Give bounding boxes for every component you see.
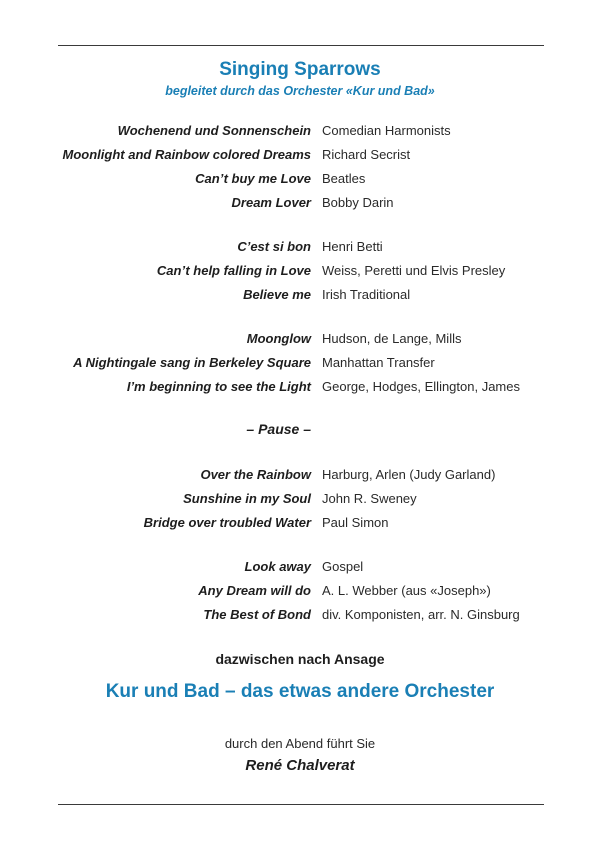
song-artist: George, Hodges, Ellington, James — [322, 379, 520, 394]
programme-row — [0, 603, 600, 627]
song-group-2 — [0, 235, 600, 307]
programme-row — [0, 283, 600, 307]
song-title: Moonglow — [246, 331, 311, 346]
programme-row — [0, 143, 600, 167]
song-artist: Hudson, de Lange, Mills — [322, 331, 462, 346]
song-title: A Nightingale sang in Berkeley Square — [73, 355, 311, 370]
song-artist: Harburg, Arlen (Judy Garland) — [322, 467, 496, 482]
song-title: I’m beginning to see the Light — [126, 379, 311, 394]
programme-row — [0, 119, 600, 143]
song-title: Can’t buy me Love — [195, 171, 311, 186]
programme-title: Singing Sparrows — [219, 59, 381, 80]
programme-row — [0, 259, 600, 283]
song-artist: Paul Simon — [322, 515, 389, 530]
song-title: Believe me — [243, 287, 311, 302]
programme-row — [0, 191, 600, 215]
bottom-divider — [58, 804, 544, 805]
programme-row — [0, 167, 600, 191]
programme-row — [0, 555, 600, 579]
programme-subtitle: begleitet durch das Orchester «Kur und Bad» — [165, 84, 435, 98]
song-title: Sunshine in my Soul — [183, 491, 311, 506]
song-artist: Richard Secrist — [322, 147, 411, 162]
song-title: Wochenend und Sonnenschein — [117, 123, 311, 138]
host-name: René Chalverat — [245, 757, 355, 774]
song-artist: Irish Traditional — [322, 287, 411, 302]
orchestra-heading: Kur und Bad – das etwas andere Orchester — [105, 681, 495, 702]
song-artist: Comedian Harmonists — [322, 123, 451, 138]
song-title: Can’t help falling in Love — [156, 263, 311, 278]
song-group-1 — [0, 119, 600, 215]
song-artist: Weiss, Peretti und Elvis Presley — [322, 263, 506, 278]
song-group-3 — [0, 327, 600, 399]
intermission-label: – Pause – — [246, 421, 311, 437]
song-title: Dream Lover — [231, 195, 311, 210]
top-divider — [58, 45, 544, 46]
host-intro: durch den Abend führt Sie — [224, 736, 376, 751]
song-artist: Beatles — [322, 171, 366, 186]
song-title: Moonlight and Rainbow colored Dreams — [62, 147, 311, 162]
programme-row — [0, 579, 600, 603]
announcement-note: dazwischen nach Ansage — [215, 651, 385, 667]
song-artist: Henri Betti — [322, 239, 383, 254]
song-title: The Best of Bond — [203, 607, 311, 622]
programme-row — [0, 375, 600, 399]
programme-row — [0, 351, 600, 375]
song-artist: div. Komponisten, arr. N. Ginsburg — [322, 607, 520, 622]
song-artist: Manhattan Transfer — [322, 355, 435, 370]
song-title: Look away — [244, 559, 311, 574]
programme-row — [0, 235, 600, 259]
programme-row — [0, 463, 600, 487]
song-title: C’est si bon — [237, 239, 311, 254]
song-title: Over the Rainbow — [200, 467, 311, 482]
song-title: Any Dream will do — [198, 583, 311, 598]
song-title: Bridge over troubled Water — [143, 515, 311, 530]
song-artist: Bobby Darin — [322, 195, 394, 210]
song-artist: John R. Sweney — [322, 491, 417, 506]
song-artist: Gospel — [322, 559, 364, 574]
song-artist: A. L. Webber (aus «Joseph») — [322, 583, 491, 598]
programme-row — [0, 487, 600, 511]
song-group-5 — [0, 555, 600, 627]
programme-row — [0, 327, 600, 351]
programme-row — [0, 511, 600, 535]
song-group-4 — [0, 463, 600, 535]
